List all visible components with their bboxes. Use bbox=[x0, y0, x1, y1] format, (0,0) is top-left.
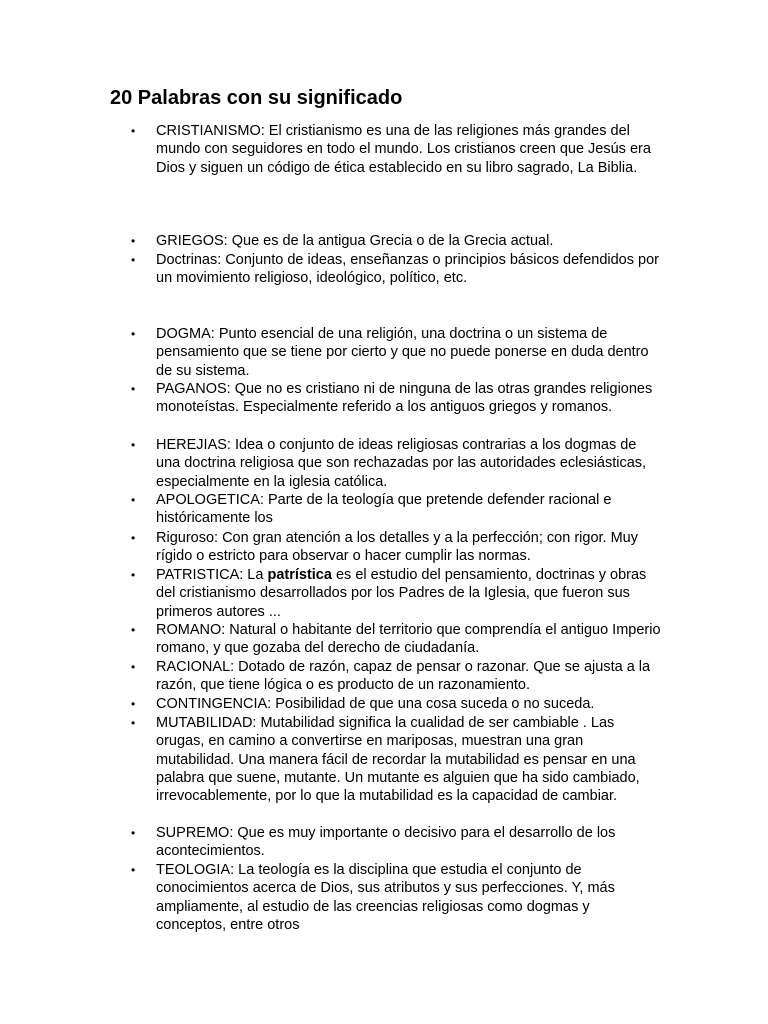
list-item-cristianismo bbox=[131, 122, 662, 177]
list-item-supremo bbox=[131, 824, 662, 861]
list-item-text: APOLOGETICA: Parte de la teología que pretende defender racional e históricamente los bbox=[156, 492, 612, 527]
list-item-riguroso bbox=[131, 529, 662, 566]
bullet-icon: • bbox=[131, 826, 136, 840]
bullet-icon: • bbox=[131, 493, 136, 507]
list-item-text: DOGMA: Punto esencial de una religión, una doctrina o un sistema de pensamiento que se tiene por cierto y que no puede ponerse en duda dentro de su sistema. bbox=[156, 326, 649, 379]
list-item-dogma bbox=[131, 325, 662, 380]
bullet-icon: • bbox=[131, 382, 136, 396]
bullet-icon: • bbox=[131, 327, 136, 341]
list-item-text: GRIEGOS: Que es de la antigua Grecia o de la Grecia actual. bbox=[156, 233, 554, 249]
list-item-text: ROMANO: Natural o habitante del territorio que comprendía el antiguo Imperio romano, y que gozaba del derecho de ciudadanía. bbox=[156, 622, 661, 657]
list-item-text: MUTABILIDAD: Mutabilidad significa la cualidad de ser cambiable . Las orugas, en camino a convertirse en mariposas, muestran una gran mutabilidad. Una manera fácil de recordar la mutabilidad es pensar en una palabra que suene, mutante. Un mutante es alguien que ha sido cambiado, irrevocablemente, por lo que la mutabilidad es la capacidad de cambiar. bbox=[156, 715, 640, 805]
list-item-teologia bbox=[131, 861, 662, 934]
bullet-icon: • bbox=[131, 716, 136, 730]
list-item-text: HEREJIAS: Idea o conjunto de ideas religiosas contrarias a los dogmas de una doctrina religiosa que son rechazadas por las autoridades eclesiásticas, especialmente en la iglesia católica. bbox=[156, 437, 647, 490]
list-item-text: Riguroso: Con gran atención a los detalles y a la perfección; con rigor. Muy rígido o estricto para observar o hacer cumplir las normas. bbox=[156, 530, 638, 565]
bullet-icon: • bbox=[131, 568, 136, 582]
list-item-text-start: PATRISTICA: La bbox=[156, 567, 268, 583]
bullet-icon: • bbox=[131, 234, 136, 248]
list-item-text-end: es el estudio del pensamiento, doctrinas y obras del cristianismo desarrollados por los Padres de la Iglesia, que fueron sus primeros autores ... bbox=[156, 567, 647, 620]
bullet-icon: • bbox=[131, 253, 136, 267]
bullet-icon: • bbox=[131, 697, 136, 711]
list-item-romano bbox=[131, 621, 662, 658]
list-item-text: Doctrinas: Conjunto de ideas, enseñanzas o principios básicos defendidos por un movimiento religioso, ideológico, político, etc. bbox=[156, 252, 659, 287]
list-item-patristica bbox=[131, 566, 662, 621]
list-item-text: CONTINGENCIA: Posibilidad de que una cosa suceda o no suceda. bbox=[156, 696, 595, 712]
document-title: 20 Palabras con su significado bbox=[110, 87, 403, 109]
list-item-racional bbox=[131, 658, 662, 695]
bullet-icon: • bbox=[131, 124, 136, 138]
bullet-icon: • bbox=[131, 863, 136, 877]
list-item-doctrinas bbox=[131, 251, 662, 288]
list-item-mutabilidad bbox=[131, 714, 662, 805]
bullet-icon: • bbox=[131, 531, 136, 545]
bullet-icon: • bbox=[131, 623, 136, 637]
list-item-text bbox=[156, 566, 662, 621]
list-item-text: SUPREMO: Que es muy importante o decisivo para el desarrollo de los acontecimientos. bbox=[156, 825, 616, 860]
list-item-text: RACIONAL: Dotado de razón, capaz de pensar o razonar. Que se ajusta a la razón, que tiene lógica o es producto de un razonamiento. bbox=[156, 659, 651, 694]
list-item-text: CRISTIANISMO: El cristianismo es una de las religiones más grandes del mundo con seguidores en todo el mundo. Los cristianos creen que Jesús era Dios y siguen un código de ética establecido en su libro sagrado, La Biblia. bbox=[156, 123, 651, 176]
bullet-icon: • bbox=[131, 438, 136, 452]
bold-term: patrística bbox=[267, 567, 332, 583]
list-item-text: TEOLOGIA: La teología es la disciplina que estudia el conjunto de conocimientos acerca de Dios, sus atributos y sus perfecciones. Y, más ampliamente, al estudio de las creencias religiosas como dogmas y conceptos, entre otros bbox=[156, 862, 615, 933]
list-item-herejias bbox=[131, 436, 662, 491]
list-item-text: PAGANOS: Que no es cristiano ni de ninguna de las otras grandes religiones monoteístas. Especialmente referido a los antiguos griegos y romanos. bbox=[156, 381, 653, 416]
list-item-contingencia bbox=[131, 695, 662, 713]
list-item-apologetica bbox=[131, 491, 662, 528]
list-item-griegos bbox=[131, 232, 662, 250]
bullet-icon: • bbox=[131, 660, 136, 674]
list-item-paganos bbox=[131, 380, 662, 417]
